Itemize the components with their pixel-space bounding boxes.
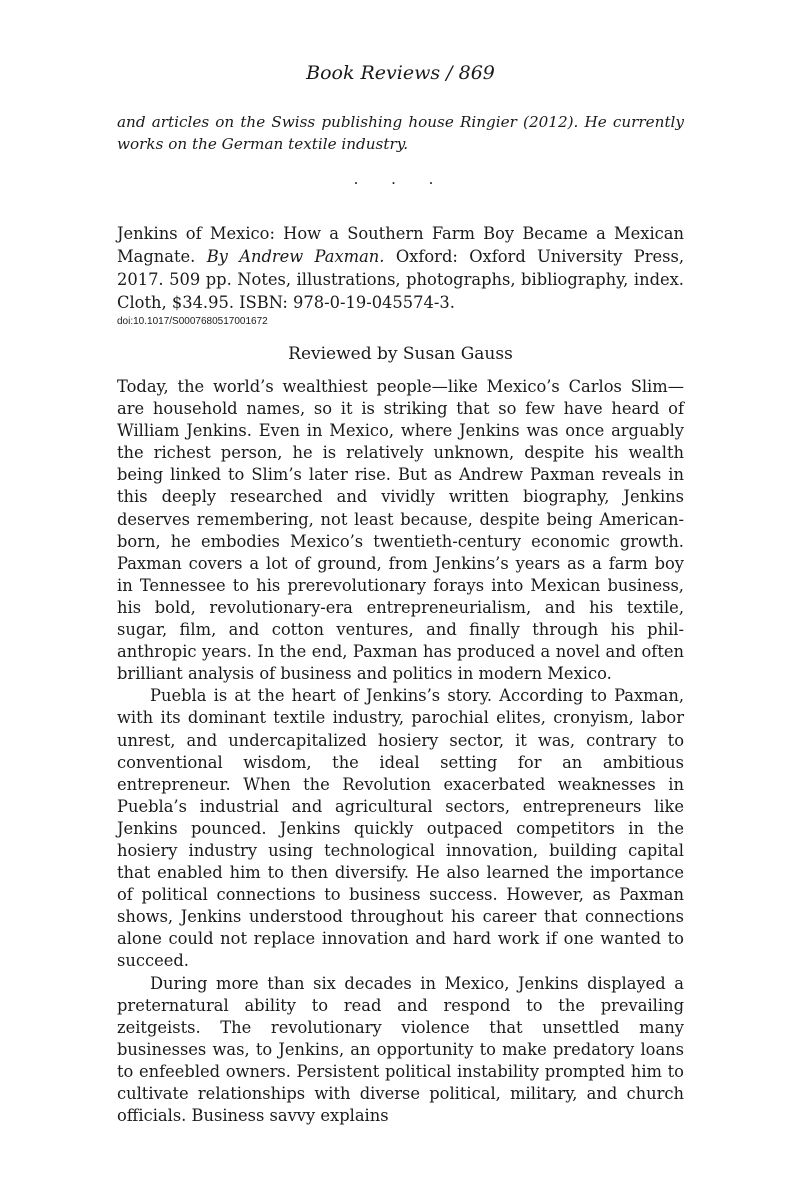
publication-details: Oxford: Oxford University Press, 2017. 509 pp. Notes, illustrations, photographs, bibliography, index. Cloth, $34.95. ISBN: 978-0-19-045574-3. — [117, 247, 685, 312]
section-separator: · · · — [353, 174, 448, 192]
review-paragraph: Today, the world’s wealthiest people—like Mexico’s Carlos Slim—are household names, so it is striking that so few have heard of William Jenkins. Even in Mexico, where Jenkins was once arguably the richest person, he is relatively unknown, despite his wealth being linked to Slim’s later rise. But as Andrew Paxman reveals in this deeply researched and vividly written biography, Jenkins deserves remembering, not least because, despite being American-born, he embodies Mexico’s twentieth-century economic growth. Paxman covers a lot of ground, from Jenkins’s years as a farm boy in Tennessee to his prerevolutionary forays into Mexican business, his bold, revolutionary-era entrepreneurialism, and his textile, sugar, film, and cotton ventures, and finally through his philanthropic years. In the end, Paxman has produced a novel and often brilliant analysis of business and politics in modern Mexico. — [117, 377, 684, 684]
previous-review-bio: and articles on the Swiss publishing house Ringier (2012). He currently works on the German textile industry. — [117, 113, 684, 153]
doi-link[interactable]: doi:10.1017/S0007680517001672 — [117, 316, 268, 327]
review-body — [117, 376, 684, 1127]
book-title: Jenkins of Mexico: How a Southern Farm Boy Became a Mexican Magnate. — [117, 224, 684, 266]
book-author: By Andrew Paxman. — [206, 247, 385, 266]
running-head: Book Reviews / 869 — [306, 62, 495, 84]
review-paragraph: During more than six decades in Mexico, Jenkins displayed a preternatural ability to read and respond to the prevailing zeitgeists. The revolutionary violence that unsettled many businesses was, to Jenkins, an opportunity to make predatory loans to enfeebled owners. Persistent political instability prompted him to cultivate relationships with diverse political, military, and church officials. Business savvy explains — [117, 973, 684, 1126]
reviewer-line: Reviewed by Susan Gauss — [288, 344, 513, 364]
book-citation — [117, 222, 684, 314]
review-paragraph: Puebla is at the heart of Jenkins’s story. According to Paxman, with its dominant textile industry, parochial elites, cronyism, labor unrest, and undercapitalized hosiery sector, it was, contrary to conventional wisdom, the ideal setting for an ambitious entrepreneur. When the Revolution exacerbated weaknesses in Puebla’s industrial and agricultural sectors, entrepreneurs like Jenkins pounced. Jenkins quickly outpaced competitors in the hosiery industry using technological innovation, building capital that enabled him to then diversify. He also learned the importance of political connections to business success. However, as Paxman shows, Jenkins understood throughout his career that connections alone could not replace innovation and hard work if one wanted to succeed. — [117, 686, 684, 971]
